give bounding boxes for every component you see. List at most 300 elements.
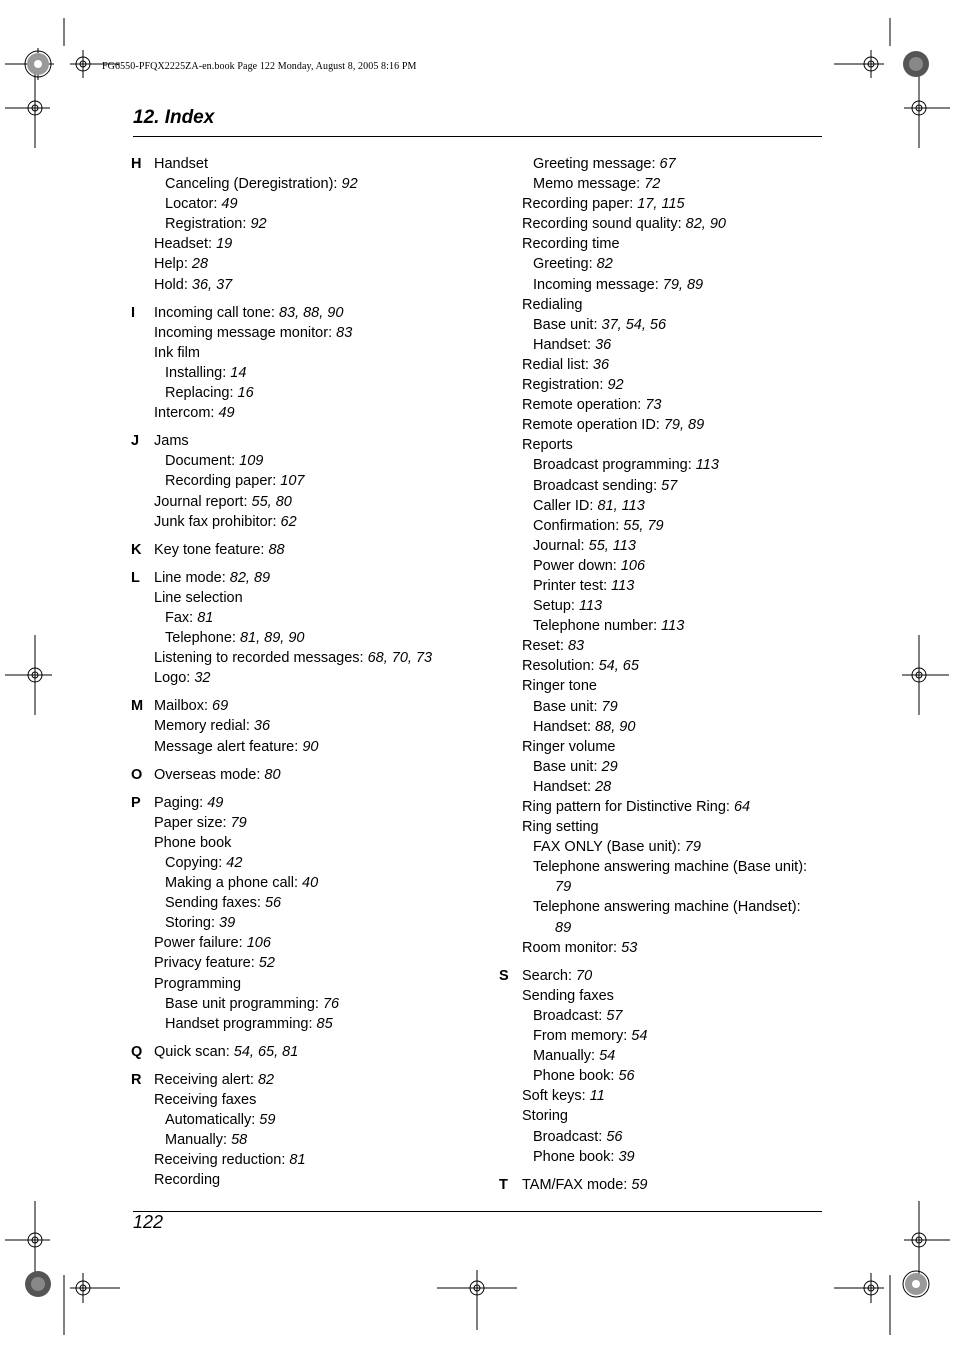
- index-entry: [131, 540, 491, 560]
- crop-mark-top-left: [0, 0, 130, 160]
- entry-page-ref[interactable]: 36, 37: [191, 276, 233, 293]
- entry-term: Broadcast:: [533, 1128, 607, 1145]
- entry-term: Remote operation ID:: [522, 417, 664, 434]
- entry-term: Junk fax prohibitor:: [154, 513, 281, 530]
- entry-page-ref[interactable]: 70: [576, 967, 593, 984]
- entry-term: Broadcast:: [533, 1007, 607, 1024]
- entry-term: Line selection: [154, 589, 243, 606]
- entry-page-ref[interactable]: 89: [555, 919, 572, 936]
- entry-term: Handset: [154, 156, 209, 172]
- entry-term: Storing:: [165, 915, 219, 932]
- entry-term: Ring setting: [522, 819, 599, 836]
- index-entry: [499, 676, 829, 696]
- index-letter: T: [499, 1176, 508, 1193]
- entry-term: Journal:: [533, 537, 589, 554]
- entry-term: Receiving faxes: [154, 1092, 257, 1109]
- entry-term: Setup:: [533, 598, 579, 615]
- entry-term: Redial list:: [522, 356, 593, 373]
- index-entry: [499, 516, 829, 536]
- entry-page-ref[interactable]: 62: [280, 513, 297, 530]
- index-entry: [131, 933, 491, 953]
- entry-term: Receiving alert:: [154, 1071, 258, 1088]
- index-entry: [499, 717, 829, 737]
- entry-page-ref[interactable]: 56: [606, 1128, 623, 1145]
- entry-term: Handset:: [533, 778, 596, 795]
- entry-term: Telephone number:: [533, 618, 662, 635]
- entry-term: Incoming call tone:: [154, 304, 279, 321]
- index-entry: [131, 994, 491, 1014]
- entry-term: Base unit:: [533, 758, 602, 775]
- index-entry: [499, 1026, 829, 1046]
- entry-page-ref[interactable]: 54: [631, 1028, 648, 1045]
- entry-page-ref[interactable]: 28: [595, 778, 612, 795]
- index-entry: [131, 383, 491, 403]
- index-entry: [131, 813, 491, 833]
- index-letter: J: [131, 433, 140, 450]
- entry-page-ref[interactable]: 55, 113: [588, 537, 636, 554]
- index-letter: R: [131, 1071, 142, 1088]
- index-entry: [131, 608, 491, 628]
- index-entry: [499, 636, 829, 656]
- entry-page-ref[interactable]: 107: [280, 473, 305, 490]
- index-entry: [499, 395, 829, 415]
- entry-page-ref[interactable]: 39: [618, 1148, 635, 1165]
- index-entry: [131, 765, 491, 785]
- entry-term: Soft keys:: [522, 1088, 590, 1105]
- index-entry: [131, 853, 491, 873]
- index-entry: [499, 897, 829, 917]
- entry-page-ref[interactable]: 37, 54, 56: [601, 316, 667, 333]
- crop-mark-bottom-left: [0, 1195, 130, 1351]
- entry-page-ref[interactable]: 55, 80: [251, 493, 292, 510]
- entry-page-ref[interactable]: 42: [226, 855, 243, 871]
- entry-page-ref[interactable]: 81, 113: [597, 497, 645, 514]
- entry-term: Power failure:: [154, 935, 247, 952]
- index-letter: P: [131, 794, 141, 811]
- index-entry: [499, 1147, 829, 1167]
- entry-term: Recording time: [522, 236, 620, 253]
- index-entry: [131, 1014, 491, 1034]
- entry-page-ref[interactable]: 54, 65: [598, 658, 639, 675]
- entry-page-ref[interactable]: 106: [246, 935, 271, 952]
- index-group: [499, 966, 829, 1167]
- entry-term: Receiving reduction:: [154, 1152, 290, 1169]
- entry-term: Hold:: [154, 276, 192, 293]
- index-entry: [499, 576, 829, 596]
- entry-term: Canceling (Deregistration):: [165, 176, 342, 193]
- entry-term: Replacing:: [165, 385, 238, 402]
- index-entry: [131, 254, 491, 274]
- entry-term: Handset programming:: [165, 1015, 317, 1032]
- entry-page-ref[interactable]: 73: [645, 397, 662, 414]
- index-entry: [499, 797, 829, 817]
- index-entry: [499, 435, 829, 455]
- index-entry: [499, 1175, 829, 1195]
- entry-term: TAM/FAX mode:: [522, 1176, 632, 1193]
- index-entry: [499, 777, 829, 797]
- entry-term: Mailbox:: [154, 698, 213, 715]
- entry-page-ref[interactable]: 81: [289, 1152, 306, 1169]
- index-entry: [131, 588, 491, 608]
- entry-term: Base unit:: [533, 316, 602, 333]
- entry-page-ref[interactable]: 82: [596, 256, 613, 273]
- index-entry: [131, 343, 491, 363]
- entry-page-ref[interactable]: 80: [264, 766, 281, 783]
- entry-term: Message alert feature:: [154, 738, 303, 755]
- index-entry: [499, 556, 829, 576]
- entry-page-ref[interactable]: 17, 115: [637, 196, 685, 213]
- entry-page-ref[interactable]: 79, 89: [663, 417, 705, 434]
- entry-term: Manually:: [533, 1048, 600, 1065]
- index-entry: [131, 451, 491, 471]
- entry-page-ref[interactable]: 54, 65, 81: [233, 1043, 299, 1060]
- entry-page-ref[interactable]: 57: [661, 477, 678, 494]
- entry-term: Reports: [522, 437, 573, 454]
- entry-page-ref[interactable]: 82, 90: [685, 216, 726, 233]
- index-entry: [499, 536, 829, 556]
- index-entry: [131, 648, 491, 668]
- entry-page-ref[interactable]: 67: [659, 156, 676, 172]
- index-group: [131, 1070, 491, 1191]
- entry-term: Ink film: [154, 344, 200, 361]
- entry-page-ref[interactable]: 32: [194, 670, 211, 687]
- entry-term: Journal report:: [154, 493, 252, 510]
- header-rule: [133, 136, 822, 137]
- entry-term: Phone book: [154, 834, 232, 851]
- index-letter: Q: [131, 1043, 143, 1060]
- index-entry: [499, 986, 829, 1006]
- entry-page-ref[interactable]: 52: [258, 955, 275, 972]
- index-entry: [499, 174, 829, 194]
- entry-term: Listening to recorded messages:: [154, 650, 368, 667]
- index-group: [131, 540, 491, 560]
- entry-term: Broadcast programming:: [533, 457, 696, 474]
- index-entry: [131, 737, 491, 757]
- index-group: [131, 1042, 491, 1062]
- index-entry: [131, 363, 491, 383]
- entry-page-ref[interactable]: 81: [197, 609, 214, 626]
- index-entry: [499, 837, 829, 857]
- index-letter: K: [131, 541, 142, 558]
- entry-page-ref[interactable]: 79: [601, 698, 618, 715]
- entry-page-ref[interactable]: 36: [253, 718, 271, 735]
- entry-term: Installing:: [165, 364, 231, 381]
- index-group: [131, 154, 491, 295]
- index-entry: [499, 877, 829, 897]
- entry-page-ref[interactable]: 59: [631, 1176, 648, 1193]
- index-entry: [131, 953, 491, 973]
- entry-term: Storing: [522, 1108, 568, 1125]
- entry-page-ref[interactable]: 56: [264, 895, 282, 912]
- entry-page-ref[interactable]: 64: [733, 799, 751, 815]
- index-entry: [131, 893, 491, 913]
- entry-term: Quick scan:: [154, 1043, 234, 1060]
- index-entry: [499, 455, 829, 475]
- index-entry: [499, 757, 829, 777]
- page-number: 122: [133, 1212, 164, 1232]
- entry-term: Incoming message:: [533, 276, 663, 293]
- entry-term: Privacy feature:: [154, 955, 259, 972]
- index-entry: [131, 1090, 491, 1110]
- entry-page-ref[interactable]: 69: [212, 698, 229, 715]
- index-entry: [499, 234, 829, 254]
- entry-page-ref[interactable]: 106: [620, 557, 646, 574]
- index-entry: [499, 275, 829, 295]
- index-entry: [131, 1170, 491, 1190]
- index-entry: [499, 154, 829, 174]
- entry-term: Registration:: [165, 216, 251, 233]
- index-entry: [131, 174, 491, 194]
- entry-term: Ring pattern for Distinctive Ring:: [522, 799, 734, 815]
- entry-term: Confirmation:: [533, 517, 624, 534]
- crop-mark-bottom-center: [432, 1265, 522, 1335]
- entry-term: Ringer tone: [522, 678, 597, 695]
- entry-term: Ringer volume: [522, 738, 616, 755]
- index-entry: [499, 1006, 829, 1026]
- entry-page-ref[interactable]: 90: [302, 738, 319, 755]
- entry-term: Intercom:: [154, 405, 219, 422]
- index-entry: [499, 295, 829, 315]
- index-entry: [131, 492, 491, 512]
- entry-page-ref[interactable]: 92: [250, 216, 267, 233]
- entry-page-ref[interactable]: 81, 89, 90: [239, 630, 305, 647]
- entry-term: Broadcast sending:: [533, 477, 662, 494]
- entry-page-ref[interactable]: 11: [589, 1088, 605, 1105]
- entry-page-ref[interactable]: 14: [230, 364, 247, 381]
- index-entry: [131, 512, 491, 532]
- entry-term: Key tone feature:: [154, 541, 269, 558]
- index-entry: [131, 833, 491, 853]
- entry-page-ref[interactable]: 79: [230, 814, 247, 831]
- index-entry: [499, 697, 829, 717]
- entry-term: Line mode:: [154, 569, 230, 586]
- entry-page-ref[interactable]: 59: [259, 1112, 276, 1129]
- index-entry: [131, 628, 491, 648]
- entry-page-ref[interactable]: 83: [336, 324, 353, 341]
- entry-page-ref[interactable]: 113: [695, 457, 719, 474]
- index-entry: [131, 1042, 491, 1062]
- entry-term: Recording: [154, 1172, 221, 1189]
- entry-term: Jams: [154, 433, 189, 450]
- entry-term: Printer test:: [533, 577, 612, 594]
- index-entry: [499, 375, 829, 395]
- index-entry: [131, 154, 491, 174]
- entry-term: Automatically:: [165, 1112, 260, 1129]
- entry-term: Headset:: [154, 236, 217, 253]
- entry-term: Telephone:: [165, 630, 240, 647]
- entry-term: Fax:: [165, 609, 198, 626]
- entry-term: Search:: [522, 967, 576, 984]
- entry-term: Handset:: [533, 718, 596, 735]
- entry-page-ref[interactable]: 19: [216, 236, 233, 253]
- index-entry: [499, 315, 829, 335]
- entry-page-ref[interactable]: 16: [237, 385, 254, 402]
- entry-term: From memory:: [533, 1028, 632, 1045]
- entry-page-ref[interactable]: 36: [592, 356, 610, 373]
- index-entry: [499, 355, 829, 375]
- index-entry: [499, 857, 829, 877]
- entry-term: Memory redial:: [154, 718, 254, 735]
- index-entry: [131, 974, 491, 994]
- entry-term: Room monitor:: [522, 939, 622, 956]
- entry-term: Remote operation:: [522, 397, 646, 414]
- entry-term: Recording paper:: [522, 196, 638, 213]
- entry-page-ref[interactable]: 82, 89: [229, 569, 271, 586]
- crop-mark-mid-right: [894, 630, 954, 720]
- index-column-right: [499, 154, 829, 1203]
- entry-page-ref[interactable]: 92: [341, 176, 358, 193]
- index-entry: [499, 1127, 829, 1147]
- index-entry: [499, 817, 829, 837]
- index-entry: [131, 234, 491, 254]
- entry-page-ref[interactable]: 58: [231, 1132, 248, 1149]
- index-entry: [499, 1086, 829, 1106]
- entry-term: Power down:: [533, 557, 621, 574]
- entry-page-ref[interactable]: 57: [606, 1007, 623, 1024]
- crop-mark-mid-left: [0, 630, 60, 720]
- book-info-header: FG6550-PFQX2225ZA-en.book Page 122 Monday, August 8, 2005 8:16 PM: [102, 61, 417, 72]
- index-entry: [131, 403, 491, 423]
- entry-term: Logo:: [154, 670, 195, 687]
- index-group: [499, 1175, 829, 1195]
- entry-term: Reset:: [522, 638, 568, 655]
- entry-page-ref[interactable]: 55, 79: [623, 517, 664, 534]
- index-entry: [131, 1150, 491, 1170]
- entry-page-ref[interactable]: 79: [555, 879, 572, 896]
- crop-mark-bottom-right: [824, 1195, 954, 1351]
- entry-page-ref[interactable]: 76: [322, 995, 340, 1012]
- entry-term: FAX ONLY (Base unit):: [533, 839, 685, 856]
- entry-page-ref[interactable]: 83: [567, 638, 585, 655]
- entry-page-ref[interactable]: 49: [218, 405, 235, 422]
- entry-term: Redialing: [522, 296, 583, 313]
- entry-term: Paper size:: [154, 814, 231, 831]
- index-entry: [499, 194, 829, 214]
- entry-term: Resolution:: [522, 658, 599, 675]
- index-entry: [499, 476, 829, 496]
- index-letter: S: [499, 967, 509, 984]
- entry-page-ref[interactable]: 79, 89: [662, 276, 704, 293]
- index-entry: [499, 1066, 829, 1086]
- index-entry: [499, 616, 829, 636]
- index-letter: H: [131, 156, 142, 172]
- index-group: [131, 303, 491, 424]
- entry-page-ref[interactable]: 39: [219, 915, 236, 932]
- index-entry: [499, 214, 829, 234]
- entry-page-ref[interactable]: 54: [599, 1048, 616, 1065]
- entry-page-ref[interactable]: 79: [684, 839, 701, 856]
- index-entry: [131, 194, 491, 214]
- index-entry: [131, 323, 491, 343]
- entry-page-ref[interactable]: 92: [607, 377, 624, 394]
- entry-term: Help:: [154, 256, 192, 273]
- entry-page-ref[interactable]: 113: [611, 577, 635, 594]
- index-entry: [131, 431, 491, 451]
- index-entry: [499, 938, 829, 958]
- index-entry: [131, 568, 491, 588]
- entry-term: Base unit:: [533, 698, 602, 715]
- index-entry: [131, 1110, 491, 1130]
- crop-mark-top-right: [824, 0, 954, 160]
- index-group: [131, 696, 491, 756]
- footer-rule: [133, 1211, 822, 1212]
- entry-page-ref[interactable]: 72: [644, 176, 661, 193]
- entry-term: Base unit programming:: [165, 995, 323, 1012]
- entry-term: Caller ID:: [533, 497, 598, 514]
- index-entry: [131, 716, 491, 736]
- index-entry: [131, 1070, 491, 1090]
- index-entry: [499, 335, 829, 355]
- entry-page-ref[interactable]: 82: [257, 1071, 275, 1088]
- entry-term: Recording sound quality:: [522, 216, 686, 233]
- index-entry: [131, 471, 491, 491]
- entry-page-ref[interactable]: 36: [595, 336, 612, 353]
- index-letter: I: [131, 304, 136, 321]
- entry-term: Phone book:: [533, 1148, 619, 1165]
- index-entry: [131, 696, 491, 716]
- entry-term: Locator:: [165, 196, 222, 213]
- entry-page-ref[interactable]: 85: [316, 1015, 333, 1032]
- entry-page-ref[interactable]: 113: [578, 598, 603, 615]
- index-entry: [131, 1130, 491, 1150]
- entry-term: Handset:: [533, 336, 596, 353]
- index-entry: [131, 275, 491, 295]
- index-column-left: [131, 154, 491, 1199]
- index-entry: [131, 668, 491, 688]
- entry-term: Telephone answering machine (Handset):: [533, 899, 801, 916]
- index-entry: [131, 793, 491, 813]
- entry-page-ref[interactable]: 40: [302, 875, 319, 892]
- entry-page-ref[interactable]: 29: [601, 758, 618, 775]
- index-entry: [499, 596, 829, 616]
- index-entry: [499, 918, 829, 938]
- entry-term: Greeting:: [533, 256, 597, 273]
- entry-page-ref[interactable]: 88, 90: [595, 718, 636, 735]
- entry-term: Memo message:: [533, 176, 645, 193]
- entry-page-ref[interactable]: 109: [239, 453, 264, 470]
- index-entry: [131, 913, 491, 933]
- index-entry: [499, 737, 829, 757]
- entry-page-ref[interactable]: 56: [618, 1068, 635, 1085]
- entry-term: Telephone answering machine (Base unit):: [533, 859, 808, 876]
- entry-term: Programming: [154, 975, 242, 992]
- index-letter: M: [131, 698, 144, 715]
- entry-term: Sending faxes:: [165, 895, 265, 912]
- index-letter: L: [131, 569, 140, 586]
- entry-term: Manually:: [165, 1132, 232, 1149]
- entry-page-ref[interactable]: 113: [661, 618, 685, 635]
- entry-term: Paging:: [154, 794, 208, 811]
- entry-page-ref[interactable]: 53: [621, 939, 638, 956]
- index-entry: [499, 415, 829, 435]
- entry-term: Incoming message monitor:: [154, 324, 337, 341]
- entry-term: Overseas mode:: [154, 766, 265, 783]
- entry-page-ref[interactable]: 49: [207, 794, 224, 811]
- entry-term: Copying:: [165, 855, 227, 871]
- index-group: [131, 568, 491, 689]
- index-group: [131, 765, 491, 785]
- index-entry: [131, 214, 491, 234]
- entry-page-ref[interactable]: 68, 70, 73: [367, 650, 433, 667]
- entry-page-ref[interactable]: 49: [221, 196, 238, 213]
- index-group: [499, 154, 829, 958]
- entry-page-ref[interactable]: 88: [268, 541, 285, 558]
- index-group: [131, 431, 491, 531]
- entry-term: Sending faxes: [522, 987, 614, 1004]
- entry-page-ref[interactable]: 83, 88, 90: [278, 304, 344, 321]
- index-entry: [499, 1106, 829, 1126]
- entry-page-ref[interactable]: 28: [191, 256, 209, 273]
